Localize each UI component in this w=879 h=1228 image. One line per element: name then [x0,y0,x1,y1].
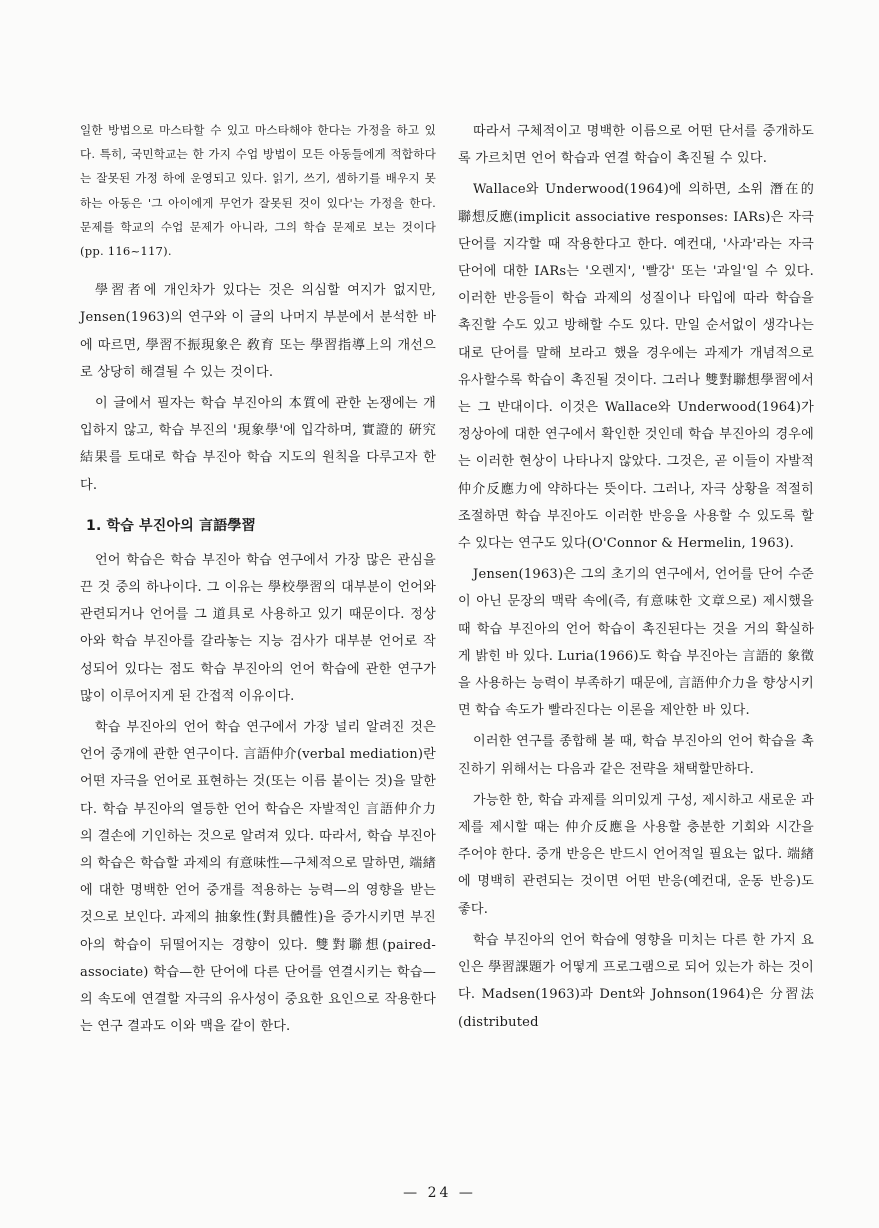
paragraph: 이 글에서 필자는 학습 부진아의 本質에 관한 논쟁에는 개입하지 않고, 학습 부진의 '現象學'에 입각하며, 實證的 硏究結果를 토대로 학습 부진아 학습 지도의 원칙을 다루고자 한다. [80,396,436,493]
right-column [458,118,814,1036]
paragraph: 學習者에 개인차가 있다는 것은 의심할 여지가 없지만, Jensen(1963)의 연구와 이 글의 나머지 부분에서 분석한 바에 따르면, 學習不振現象은 敎育 또는 學習指導上의 개선으로 상당히 해결될 수 있는 것이다. [80,283,436,380]
paragraph: 언어 학습은 학습 부진아 학습 연구에서 가장 많은 관심을 끈 것 중의 하나이다. 그 이유는 學校學習의 대부분이 언어와 관련되거나 언어를 그 道具로 사용하고 있기 때문이다. 정상아와 학습 부진아를 갈라놓는 지능 검사가 대부분 언어로 작성되어 있다는 점도 학습 부진아의 언어 학습에 관한 연구가 많이 이루어지게 된 간접적 이유이다. [80,552,436,704]
page-number: — 24 — [403,1185,476,1201]
block-quote: 일한 방법으로 마스타할 수 있고 마스타해야 한다는 가정을 하고 있다. 특히, 국민학교는 한 가지 수업 방법이 모든 아동들에게 적합하다는 잘못된 가정 하에 운영되고 있다. 읽기, 쓰기, 셈하기를 배우지 못하는 아동은 '그 아이에게 무언가 잘못된 것이 있다'는 가정을 한다. 문제를 학교의 수업 문제가 아니라, 그의 학습 문제로 보는 것이다(pp. 116~117). [80,123,436,259]
paragraph: Jensen(1963)은 그의 초기의 연구에서, 언어를 단어 수준이 아닌 문장의 맥락 속에(즉, 有意味한 文章으로) 제시했을 때 학습 부진아의 언어 학습이 촉진된다는 것을 거의 확실하게 밝힌 바 있다. Luria(1966)도 학습 부진아는 言語的 象徵을 사용하는 능력이 부족하기 때문에, 言語仲介力을 향상시키면 학습 속도가 빨라진다는 이론을 제안한 바 있다. [458,567,814,719]
paragraph: 따라서 구체적이고 명백한 이름으로 어떤 단서를 중개하도록 가르치면 언어 학습과 연결 학습이 촉진될 수 있다. [458,124,814,167]
paragraph: 학습 부진아의 언어 학습에 영향을 미치는 다른 한 가지 요인은 學習課題가 어떻게 프로그램으로 되어 있는가 하는 것이다. Madsen(1963)과 Dent와 Johnson(1964)은 分習法(distributed [458,932,814,1030]
paragraph: 이러한 연구를 종합해 볼 때, 학습 부진아의 언어 학습을 촉진하기 위해서는 다음과 같은 전략을 채택할만하다. [458,734,814,777]
left-column [80,118,436,1041]
paragraph: Wallace와 Underwood(1964)에 의하면, 소위 潛在的 聯想反應(implicit associative responses: IARs)은 자극 단어를 지각할 때 작용한다고 한다. 예컨대, '사과'라는 자극 단어에 대한 IARs는 '오렌지', '빨강' 또는 '과일'일 수 있다. 이러한 반응들이 학습 과제의 성질이나 타입에 따라 학습을 촉진할 수도 있고 방해할 수도 있다. 만일 순서없이 생각나는대로 단어를 말해 보라고 했을 경우에는 과제가 개념적으로 유사할수록 학습이 촉진될 것이다. 그러나 雙對聯想學習에서는 그 반대이다. 이것은 Wallace와 Underwood(1964)가 정상아에 대한 연구에서 확인한 것인데 학습 부진아의 경우에는 이러한 현상이 나타나지 않았다. 그것은, 곧 이들이 자발적 仲介反應力에 약하다는 뜻이다. 그러나, 자극 상황을 적절히 조절하면 학습 부진아도 이러한 반응을 사용할 수 있도록 할 수 있다는 연구도 있다(O'Connor & Hermelin, 1963). [458,182,814,552]
paragraph: 학습 부진아의 언어 학습 연구에서 가장 널리 알려진 것은 언어 중개에 관한 연구이다. 言語仲介(verbal mediation)란 어떤 자극을 언어로 표현하는 것(또는 이름 붙이는 것)을 말한다. 학습 부진아의 열등한 언어 학습은 자발적인 言語仲介力의 결손에 기인하는 것으로 알려져 있다. 따라서, 학습 부진아의 학습은 학습할 과제의 有意味性—구체적으로 말하면, 端緖에 대한 명백한 언어 중개를 적용하는 능력—의 영향을 받는 것으로 보인다. 과제의 抽象性(對具體性)을 증가시키면 부진아의 학습이 뒤떨어지는 경향이 있다. 雙對聯想(paired-associate) 학습—한 단어에 다른 단어를 연결시키는 학습—의 속도에 연결할 자극의 유사성이 중요한 요인으로 작용한다는 연구 결과도 이와 맥을 같이 한다. [80,720,436,1035]
paragraph: 가능한 한, 학습 과제를 의미있게 구성, 제시하고 새로운 과제를 제시할 때는 仲介反應을 사용할 충분한 기회와 시간을 주어야 한다. 중개 반응은 반드시 언어적일 필요는 없다. 端緖에 명백히 관련되는 것이면 어떤 반응(예컨대, 운동 반응)도 좋다. [458,792,814,917]
section-heading: 1. 학습 부진아의 言語學習 [86,517,256,534]
